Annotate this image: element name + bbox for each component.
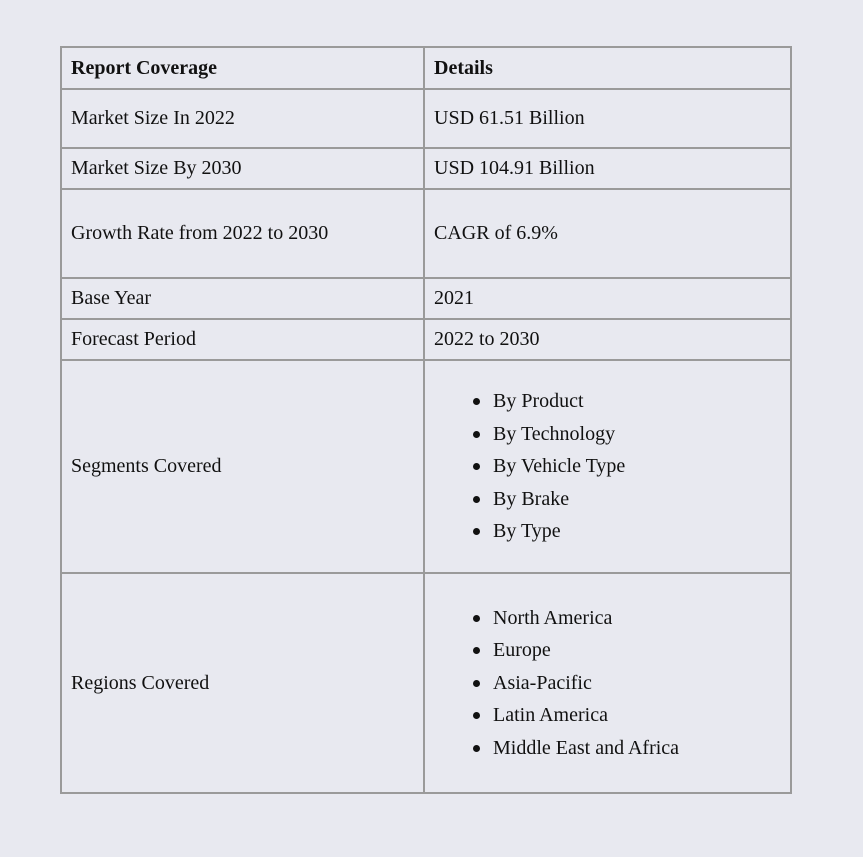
- row-label-regions-covered: Regions Covered: [61, 573, 424, 793]
- row-label-growth-rate: Growth Rate from 2022 to 2030: [61, 189, 424, 278]
- list-item: By Product: [493, 385, 790, 418]
- list-item: By Brake: [493, 483, 790, 516]
- list-item: By Technology: [493, 418, 790, 451]
- list-item: Middle East and Africa: [493, 732, 790, 765]
- row-value-segments-covered: [424, 360, 791, 573]
- table-row: [61, 319, 791, 360]
- list-item: Asia-Pacific: [493, 667, 790, 700]
- table-header-row: [61, 47, 791, 89]
- table-row: [61, 360, 791, 573]
- table-row: [61, 573, 791, 793]
- row-label-forecast-period: Forecast Period: [61, 319, 424, 360]
- header-details: Details: [424, 47, 791, 89]
- report-coverage-table: [60, 46, 792, 794]
- segments-list: [434, 385, 790, 548]
- row-value-base-year: 2021: [424, 278, 791, 319]
- list-item: By Type: [493, 515, 790, 548]
- table-row: [61, 278, 791, 319]
- row-value-market-size-2030: USD 104.91 Billion: [424, 148, 791, 189]
- row-value-growth-rate: CAGR of 6.9%: [424, 189, 791, 278]
- row-value-market-size-2022: USD 61.51 Billion: [424, 89, 791, 148]
- row-label-market-size-2030: Market Size By 2030: [61, 148, 424, 189]
- list-item: North America: [493, 602, 790, 635]
- row-value-forecast-period: 2022 to 2030: [424, 319, 791, 360]
- list-item: Latin America: [493, 699, 790, 732]
- table-row: [61, 89, 791, 148]
- row-label-segments-covered: Segments Covered: [61, 360, 424, 573]
- table-row: [61, 148, 791, 189]
- list-item: By Vehicle Type: [493, 450, 790, 483]
- table-row: [61, 189, 791, 278]
- row-label-market-size-2022: Market Size In 2022: [61, 89, 424, 148]
- regions-list: [434, 602, 790, 765]
- header-report-coverage: Report Coverage: [61, 47, 424, 89]
- row-value-regions-covered: [424, 573, 791, 793]
- list-item: Europe: [493, 634, 790, 667]
- row-label-base-year: Base Year: [61, 278, 424, 319]
